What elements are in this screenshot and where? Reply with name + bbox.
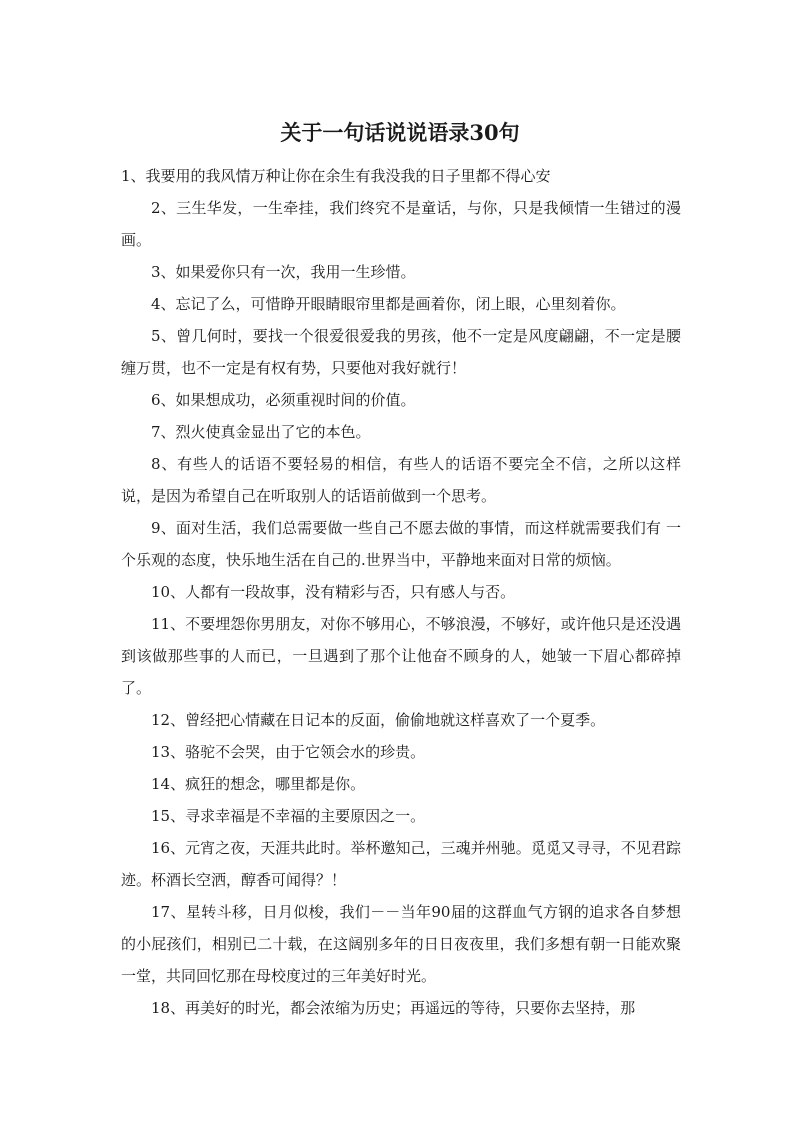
quote-paragraph: 15、寻求幸福是不幸福的主要原因之一。 <box>151 807 426 825</box>
quote-paragraph: 11、不要埋怨你男朋友，对你不够用心，不够浪漫，不够好，或许他只是还没遇到该做那些事的人而已，一旦遇到了那个让他奋不顾身的人，她皱一下眉心都碎掉了。 <box>121 615 681 697</box>
quote-paragraph: 16、元宵之夜，天涯共此时。举杯邀知己，三魂并州驰。觅觅又寻寻，不见君踪迹。杯酒长空洒，醇香可闻得？！ <box>121 839 681 889</box>
quote-paragraph: 12、曾经把心情藏在日记本的反面，偷偷地就这样喜欢了一个夏季。 <box>151 711 606 729</box>
page-title: 关于一句话说说语录30句 <box>280 120 520 145</box>
quote-paragraph: 10、人都有一段故事，没有精彩与否，只有感人与否。 <box>151 583 516 601</box>
quote-paragraph: 14、疯狂的想念，哪里都是你。 <box>151 775 366 793</box>
quote-paragraph: 9、面对生活，我们总需要做一些自己不愿去做的事情，而这样就需要我们有 一个乐观的态度，快乐地生活在自己的.世界当中，平静地来面对日常的烦恼。 <box>121 519 681 569</box>
quote-paragraph: 3、如果爱你只有一次，我用一生珍惜。 <box>151 263 416 281</box>
quote-paragraph: 1、我要用的我风情万种让你在余生有我没我的日子里都不得心安 <box>121 167 551 185</box>
document-body <box>121 160 681 1024</box>
quote-paragraph: 8、有些人的话语不要轻易的相信，有些人的话语不要完全不信，之所以这样说，是因为希望自己在听取别人的话语前做到一个思考。 <box>121 455 681 505</box>
quote-paragraph: 18、再美好的时光，都会浓缩为历史；再遥远的等待，只要你去坚持，那 <box>151 999 636 1017</box>
quote-paragraph: 7、烈火使真金显出了它的本色。 <box>151 423 371 441</box>
quote-paragraph: 4、忘记了么，可惜睁开眼睛眼帘里都是画着你，闭上眼，心里刻着你。 <box>151 295 626 313</box>
quote-paragraph: 13、骆驼不会哭，由于它领会水的珍贵。 <box>151 743 426 761</box>
quote-paragraph: 5、曾几何时，要找一个很爱很爱我的男孩，他不一定是风度翩翩，不一定是腰缠万贯，也不一定是有权有势，只要他对我好就行！ <box>121 327 681 377</box>
quote-paragraph: 2、三生华发，一生牵挂，我们终究不是童话，与你，只是我倾情一生错过的漫画。 <box>121 199 681 249</box>
quote-paragraph: 17、星转斗移，日月似梭，我们－－当年90届的这群血气方钢的追求各自梦想的小屁孩们，相别已二十载，在这阔别多年的日日夜夜里，我们多想有朝一日能欢聚一堂，共同回忆那在母校度过的三年美好时光。 <box>121 903 681 985</box>
quote-paragraph: 6、如果想成功，必须重视时间的价值。 <box>151 391 416 409</box>
